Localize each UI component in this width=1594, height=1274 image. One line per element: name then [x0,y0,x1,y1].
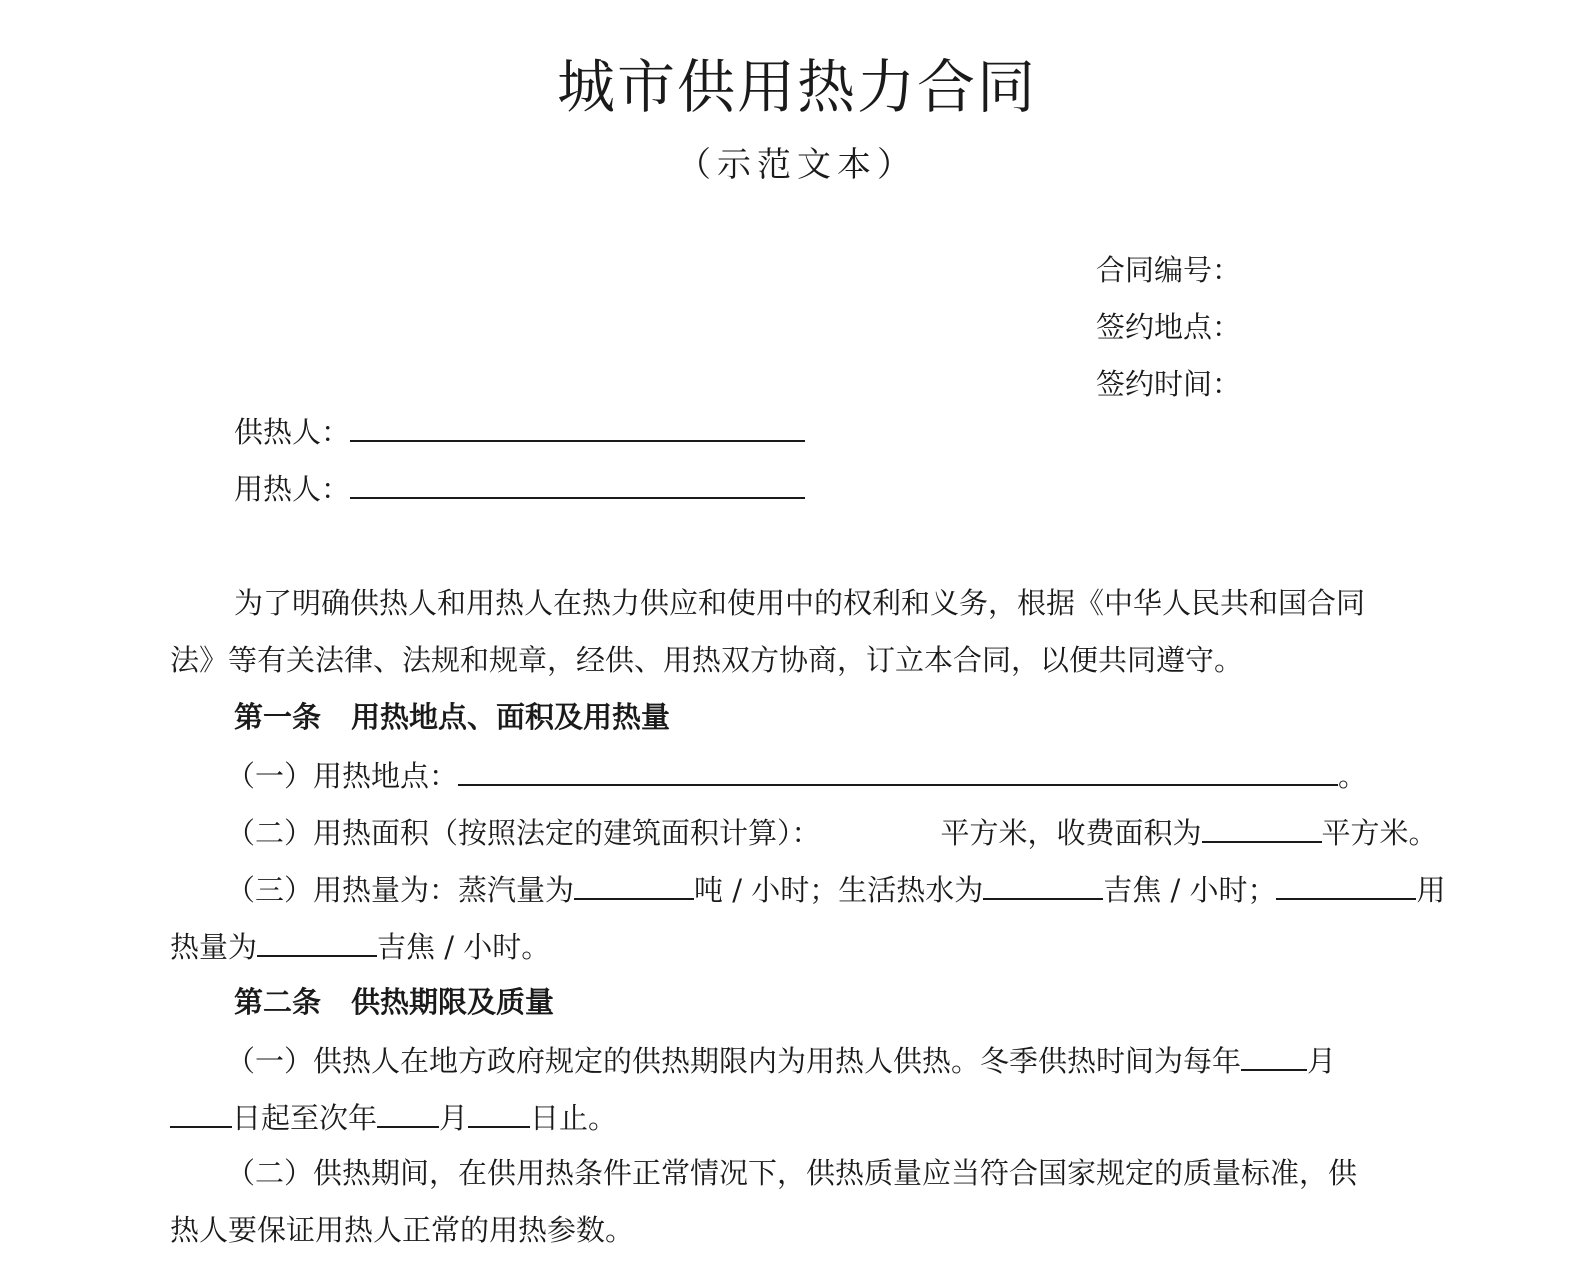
article1-item3-c: 吉焦 / 小时； [1103,873,1277,907]
contract-number-label: 合同编号： [1096,253,1242,287]
supplier-label: 供热人： [234,415,351,449]
article1-item2 [226,811,1438,853]
article2-item1-a: （一）供热人在地方政府规定的供热期限内为用热人供热。冬季供热时间为每年 [226,1044,1242,1078]
article1-number: 第一条 [234,700,322,734]
supplier-line [234,410,805,452]
article1-item3-a: （三）用热量为：蒸汽量为 [226,873,575,907]
end-month-blank [377,1096,439,1128]
other-usage-blank [1276,868,1416,900]
article2-item2-line2: 热人要保证用热人正常的用热参数。 [170,1213,635,1247]
article1-heading [234,697,670,737]
article2-title: 供热期限及质量 [351,985,555,1019]
user-blank [350,467,805,499]
article1-item1-end: 。 [1338,759,1368,793]
heat-amount-blank [257,925,377,957]
article2-item1 [226,1039,1336,1081]
article1-item3-b: 吨 / 小时；生活热水为 [694,873,984,907]
article1-item1 [226,754,1367,796]
intro-line-2: 法》等有关法律、法规和规章，经供、用热双方协商，订立本合同，以便共同遵守。 [170,643,1244,677]
article1-item2-label: （二）用热面积（按照法定的建筑面积计算）： [226,816,821,850]
article1-item2-unit1: 平方米，收费面积为 [940,816,1202,850]
sign-time-label: 签约时间： [1096,367,1242,401]
article2-item1-cont [170,1096,617,1138]
hot-water-blank [983,868,1103,900]
user-line [234,467,805,509]
article1-item1-label: （一）用热地点： [226,759,459,793]
article1-item2-unit2: 平方米。 [1321,816,1438,850]
document-title: 城市供用热力合同 [556,53,1037,121]
article2-item1-e: 日止。 [530,1101,618,1135]
steam-blank [574,868,694,900]
article1-item3-f: 吉焦 / 小时。 [377,930,551,964]
start-month-blank [1241,1039,1307,1071]
article1-item3-d: 用 [1416,873,1446,907]
user-label: 用热人： [234,472,351,506]
supplier-blank [350,410,805,442]
article2-item1-d: 月 [439,1101,469,1135]
billing-area-blank [1202,811,1322,843]
article2-number: 第二条 [234,985,322,1019]
article2-item1-b: 月 [1307,1044,1337,1078]
article2-item1-c: 日起至次年 [232,1101,378,1135]
article2-heading [234,982,554,1022]
article2-item2-line1: （二）供热期间，在供用热条件正常情况下，供热质量应当符合国家规定的质量标准，供 [226,1156,1358,1190]
start-day-blank [170,1096,232,1128]
usage-location-blank [458,754,1338,786]
sign-place-label: 签约地点： [1096,310,1242,344]
intro-line-1: 为了明确供热人和用热人在热力供应和使用中的权利和义务，根据《中华人民共和国合同 [234,586,1366,620]
end-day-blank [468,1096,530,1128]
article1-item3-cont [170,925,550,967]
article1-title: 用热地点、面积及用热量 [351,700,671,734]
document-subtitle: （示范文本） [677,145,917,185]
article1-item3 [226,868,1445,910]
article1-item3-e: 热量为 [170,930,258,964]
